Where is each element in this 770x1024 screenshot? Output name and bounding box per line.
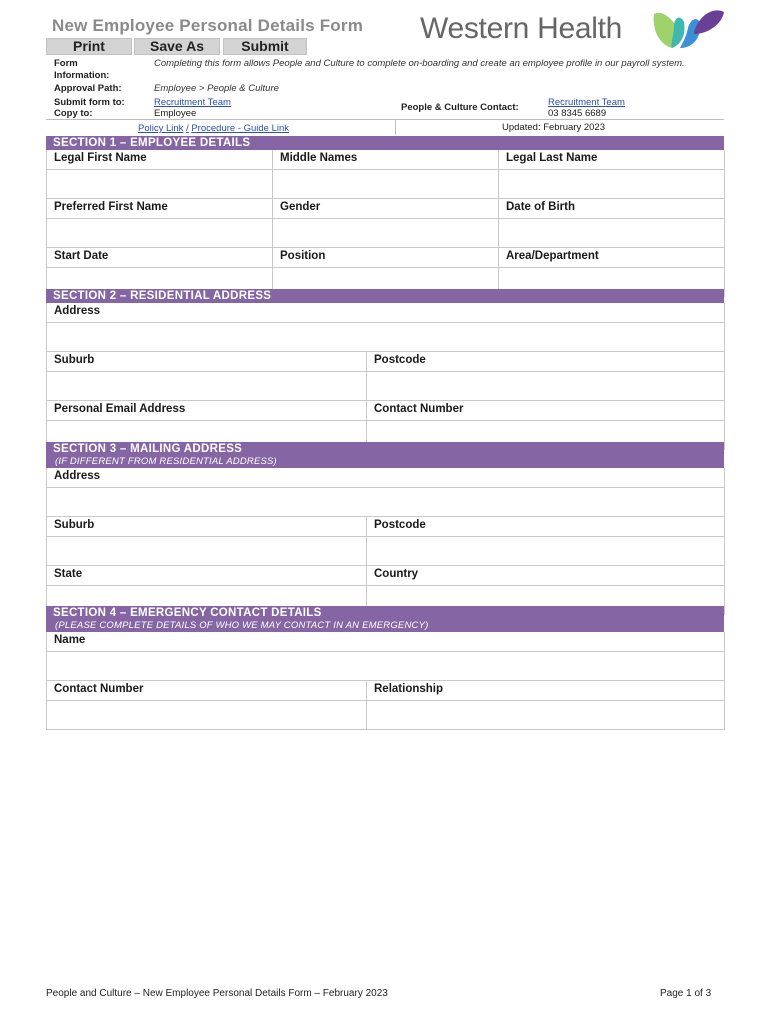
preferred-first-name-label: Preferred First Name: [47, 199, 273, 218]
section-1-title: SECTION 1 – EMPLOYEE DETAILS: [53, 137, 251, 149]
submit-form-to-label: Submit form to:: [54, 97, 125, 108]
table-row: [47, 488, 724, 517]
table-row: [47, 701, 724, 730]
mailing-suburb-label: Suburb: [47, 517, 367, 536]
emergency-name-label: Name: [54, 634, 86, 646]
section-3-header: [46, 442, 724, 468]
policy-link[interactable]: Policy Link: [138, 123, 184, 134]
relationship-label: Relationship: [374, 683, 444, 695]
section-2-grid: [46, 303, 725, 450]
start-date-label: Start Date: [47, 248, 273, 267]
relationship-field[interactable]: [367, 701, 724, 729]
table-row: [47, 323, 724, 352]
middle-names-label: Middle Names: [273, 150, 499, 169]
date-of-birth-field[interactable]: [499, 219, 724, 247]
table-row: [47, 199, 724, 219]
divider: [395, 119, 396, 135]
personal-email-label: Personal Email Address: [47, 401, 367, 420]
legal-first-name-field[interactable]: [47, 170, 273, 198]
table-row: [47, 372, 724, 401]
section-3-subtitle: (IF DIFFERENT FROM RESIDENTIAL ADDRESS): [55, 456, 277, 467]
country-label: Country: [374, 568, 419, 580]
table-row: [47, 566, 724, 586]
links-row: [138, 123, 289, 134]
contact-label: People & Culture Contact:: [401, 102, 519, 113]
table-row: [47, 219, 724, 248]
table-row: [47, 352, 724, 372]
table-row: [47, 468, 724, 488]
section-4-grid: [46, 632, 725, 730]
mailing-address-label: Address: [54, 470, 101, 482]
butterfly-logo-icon: [650, 8, 728, 50]
section-4-subtitle: (PLEASE COMPLETE DETAILS OF WHO WE MAY CONTACT IN AN EMERGENCY): [55, 620, 429, 631]
logo-wordmark: Western Health: [420, 12, 623, 45]
procedure-guide-link[interactable]: Procedure - Guide Link: [191, 123, 290, 134]
table-row: [47, 517, 724, 537]
contact-phone: 03 8345 6689: [548, 108, 607, 119]
section-4-title: SECTION 4 – EMERGENCY CONTACT DETAILS: [53, 607, 322, 619]
area-department-label: Area/Department: [506, 250, 599, 262]
table-row: [47, 248, 724, 268]
position-label: Position: [273, 248, 499, 267]
mailing-suburb-field[interactable]: [47, 537, 367, 565]
section-1-header: [46, 136, 724, 150]
table-row: [47, 681, 724, 701]
gender-field[interactable]: [273, 219, 499, 247]
residential-suburb-field[interactable]: [47, 372, 367, 400]
table-row: [47, 401, 724, 421]
table-row: [47, 537, 724, 566]
mailing-postcode-field[interactable]: [367, 537, 724, 565]
contact-number-label: Contact Number: [374, 403, 464, 415]
section-3-title: SECTION 3 – MAILING ADDRESS: [53, 443, 243, 455]
submit-form-to-link[interactable]: Recruitment Team: [154, 97, 231, 108]
form-title: New Employee Personal Details Form: [52, 16, 364, 35]
emergency-name-field[interactable]: [47, 652, 724, 680]
updated-date: Updated: February 2023: [502, 122, 605, 133]
print-button[interactable]: Print: [46, 38, 132, 55]
section-2-title: SECTION 2 – RESIDENTIAL ADDRESS: [53, 290, 272, 302]
table-row: [47, 303, 724, 323]
footer-text: People and Culture – New Employee Personal Details Form – February 2023: [46, 988, 388, 999]
preferred-first-name-field[interactable]: [47, 219, 273, 247]
save-as-button[interactable]: Save As: [134, 38, 220, 55]
mailing-postcode-label: Postcode: [374, 519, 426, 531]
table-row: [47, 632, 724, 652]
gender-label: Gender: [273, 199, 499, 218]
table-row: [47, 150, 724, 170]
residential-postcode-field[interactable]: [367, 372, 724, 400]
page-number: Page 1 of 3: [660, 988, 712, 999]
submit-button[interactable]: Submit: [223, 38, 307, 55]
contact-name-link[interactable]: Recruitment Team: [548, 97, 625, 108]
section-4-header: [46, 606, 724, 632]
link-separator: /: [186, 123, 189, 134]
state-label: State: [47, 566, 367, 585]
residential-suburb-label: Suburb: [47, 352, 367, 371]
table-row: [47, 170, 724, 199]
copy-to-value: Employee: [154, 108, 197, 119]
date-of-birth-label: Date of Birth: [506, 201, 575, 213]
divider: [46, 119, 724, 120]
table-row: [47, 652, 724, 681]
residential-address-label: Address: [54, 305, 101, 317]
residential-address-field[interactable]: [47, 323, 724, 351]
mailing-address-field[interactable]: [47, 488, 724, 516]
legal-last-name-field[interactable]: [499, 170, 724, 198]
emergency-contact-number-label: Contact Number: [47, 681, 367, 700]
emergency-contact-number-field[interactable]: [47, 701, 367, 729]
residential-postcode-label: Postcode: [374, 354, 426, 366]
copy-to-label: Copy to:: [54, 108, 93, 119]
section-1-grid: [46, 150, 725, 297]
middle-names-field[interactable]: [273, 170, 499, 198]
approval-path-value: Employee > People & Culture: [154, 83, 279, 94]
legal-last-name-label: Legal Last Name: [506, 152, 598, 164]
form-information-label: Form Information:: [54, 58, 110, 81]
section-3-grid: [46, 468, 725, 615]
legal-first-name-label: Legal First Name: [47, 150, 273, 169]
form-information-text: Completing this form allows People and Culture to complete on-boarding and create an employee profile in our payroll system.: [154, 58, 685, 69]
approval-path-label: Approval Path:: [54, 83, 122, 94]
section-2-header: [46, 289, 724, 303]
